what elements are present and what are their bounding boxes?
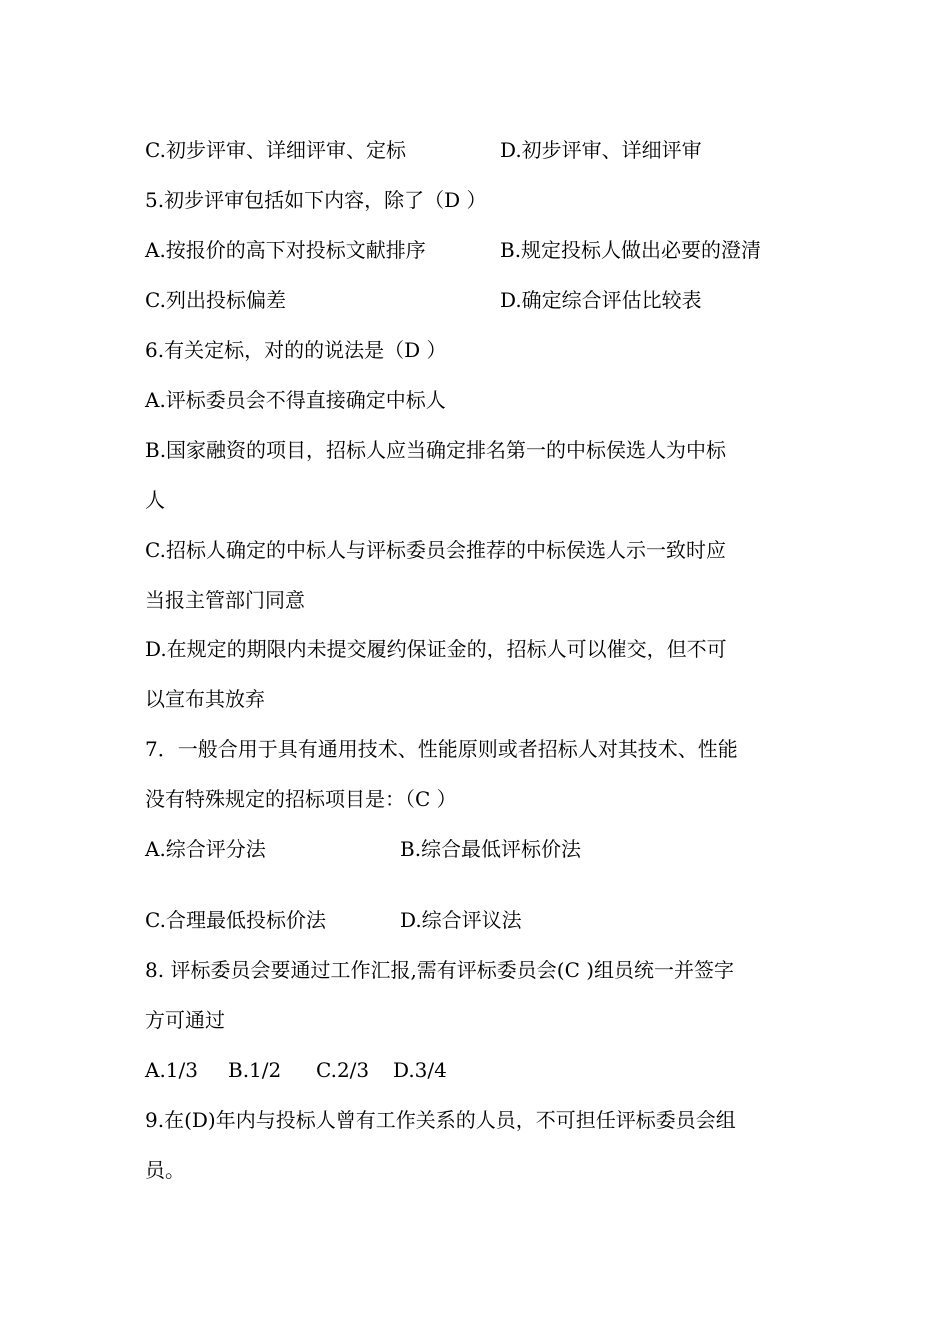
q6-option-b-line1: B.国家融资的项目，招标人应当确定排名第一的中标侯选人为中标: [145, 438, 727, 462]
q5-option-c: C.列出投标偏差: [145, 288, 286, 312]
q6-option-d-line1: D.在规定的期限内未提交履约保证金的，招标人可以催交，但不可: [145, 637, 727, 661]
q6-option-c-line2: 当报主管部门同意: [145, 588, 305, 612]
q5-options-row-cd: [145, 287, 702, 313]
q7-options-row-ab: [145, 836, 582, 862]
q5-options-row-ab: [145, 237, 762, 263]
q4-options-row-cd: [145, 137, 702, 163]
q8-stem-line2: 方可通过: [145, 1008, 225, 1032]
q9-stem-line1: 9.在(D)年内与投标人曾有工作关系的人员，不可担任评标委员会组: [145, 1108, 736, 1132]
q6-stem: 6.有关定标，对的的说法是（D ）: [145, 338, 447, 362]
q5-option-d: D.确定综合评估比较表: [500, 288, 702, 312]
q7-option-d: D.综合评议法: [400, 908, 522, 932]
q6-option-d-line2: 以宣布其放弃: [145, 687, 265, 711]
q9-stem-line2: 员。: [145, 1158, 185, 1182]
q4-option-d: D.初步评审、详细评审: [500, 138, 702, 162]
q4-option-c: C.初步评审、详细评审、定标: [145, 138, 406, 162]
q5-option-b: B.规定投标人做出必要的澄清: [500, 238, 762, 262]
q8-option-c: C.2/3: [316, 1058, 370, 1082]
q7-options-row-cd: [145, 907, 522, 933]
q7-stem-line2: 没有特殊规定的招标项目是：（C ）: [145, 787, 457, 811]
q7-stem-line1: 7．一般合用于具有通用技术、性能原则或者招标人对其技术、性能: [145, 737, 738, 761]
q8-option-a: A.1/3: [145, 1058, 198, 1082]
q8-stem-line1: 8. 评标委员会要通过工作汇报,需有评标委员会(C )组员统一并签字: [145, 958, 735, 982]
q7-option-b: B.综合最低评标价法: [400, 837, 582, 861]
q5-option-a: A.按报价的高下对投标文献排序: [145, 238, 426, 262]
q7-option-c: C.合理最低投标价法: [145, 908, 326, 932]
q6-option-a: A.评标委员会不得直接确定中标人: [145, 388, 446, 412]
q6-option-b-line2: 人: [145, 488, 165, 512]
q7-option-a: A.综合评分法: [145, 837, 266, 861]
q8-option-d: D.3/4: [393, 1058, 447, 1082]
q8-option-b: B.1/2: [228, 1058, 282, 1082]
q5-stem: 5.初步评审包括如下内容，除了（D ）: [145, 188, 487, 212]
q6-option-c-line1: C.招标人确定的中标人与评标委员会推荐的中标侯选人示一致时应: [145, 538, 726, 562]
